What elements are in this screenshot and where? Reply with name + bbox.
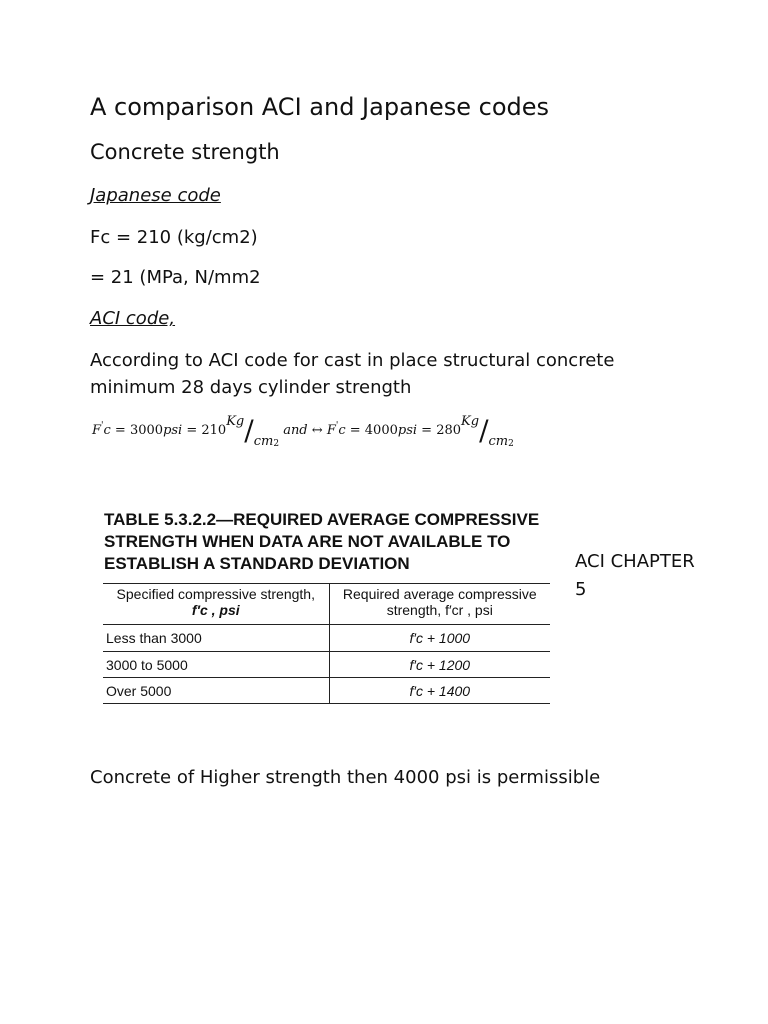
- strength-conversion-formula: $F'c = 3000psi = 210Kg/cm_2$ and ↔ $F'c = 4000psi = 280Kg/cm_2$: [92, 414, 514, 449]
- table-header-required: Required average compressive strength, f′cr , psi: [329, 584, 550, 625]
- required-strength-table: [103, 583, 550, 704]
- table-cell-specified: Over 5000: [103, 678, 329, 704]
- table-cell-specified: Less than 3000: [103, 625, 329, 652]
- table-row: [103, 678, 550, 704]
- table-cell-specified: 3000 to 5000: [103, 652, 329, 678]
- mpa-value-line: = 21 (MPa, N/mm2: [90, 267, 261, 288]
- table-cell-required: f′c + 1400: [329, 678, 550, 704]
- formula-and-text: and ↔: [283, 423, 323, 438]
- fc-value-line: Fc = 210 (kg/cm2): [90, 227, 258, 248]
- formula-f2-equals: 280: [436, 423, 462, 438]
- table-cell-required: f′c + 1200: [329, 652, 550, 678]
- formula-f1-value: 3000: [129, 423, 164, 438]
- conclusion-line: Concrete of Higher strength then 4000 psi is permissible: [90, 767, 601, 788]
- section-subtitle: Concrete strength: [90, 140, 280, 164]
- table-row: [103, 625, 550, 652]
- aci-description-paragraph: According to ACI code for cast in place structural concrete minimum 28 days cylinder strength: [90, 350, 615, 398]
- aci-chapter-note: ACI CHAPTER 5: [575, 551, 695, 600]
- table-row: [103, 652, 550, 678]
- formula-f2-value: 4000: [364, 423, 398, 438]
- japanese-code-heading: Japanese code: [90, 185, 221, 206]
- aci-code-heading: ACI code,: [90, 308, 176, 329]
- table-cell-required: f′c + 1000: [329, 625, 550, 652]
- formula-f1-equals: 210: [201, 423, 227, 438]
- table-caption: TABLE 5.3.2.2—REQUIRED AVERAGE COMPRESSIVE STRENGTH WHEN DATA ARE NOT AVAILABLE TO ESTABLISH A STANDARD DEVIATION: [104, 510, 540, 573]
- table-header-specified: Specified compressive strength, f′c , psi: [103, 584, 329, 625]
- page-title: A comparison ACI and Japanese codes: [90, 93, 550, 121]
